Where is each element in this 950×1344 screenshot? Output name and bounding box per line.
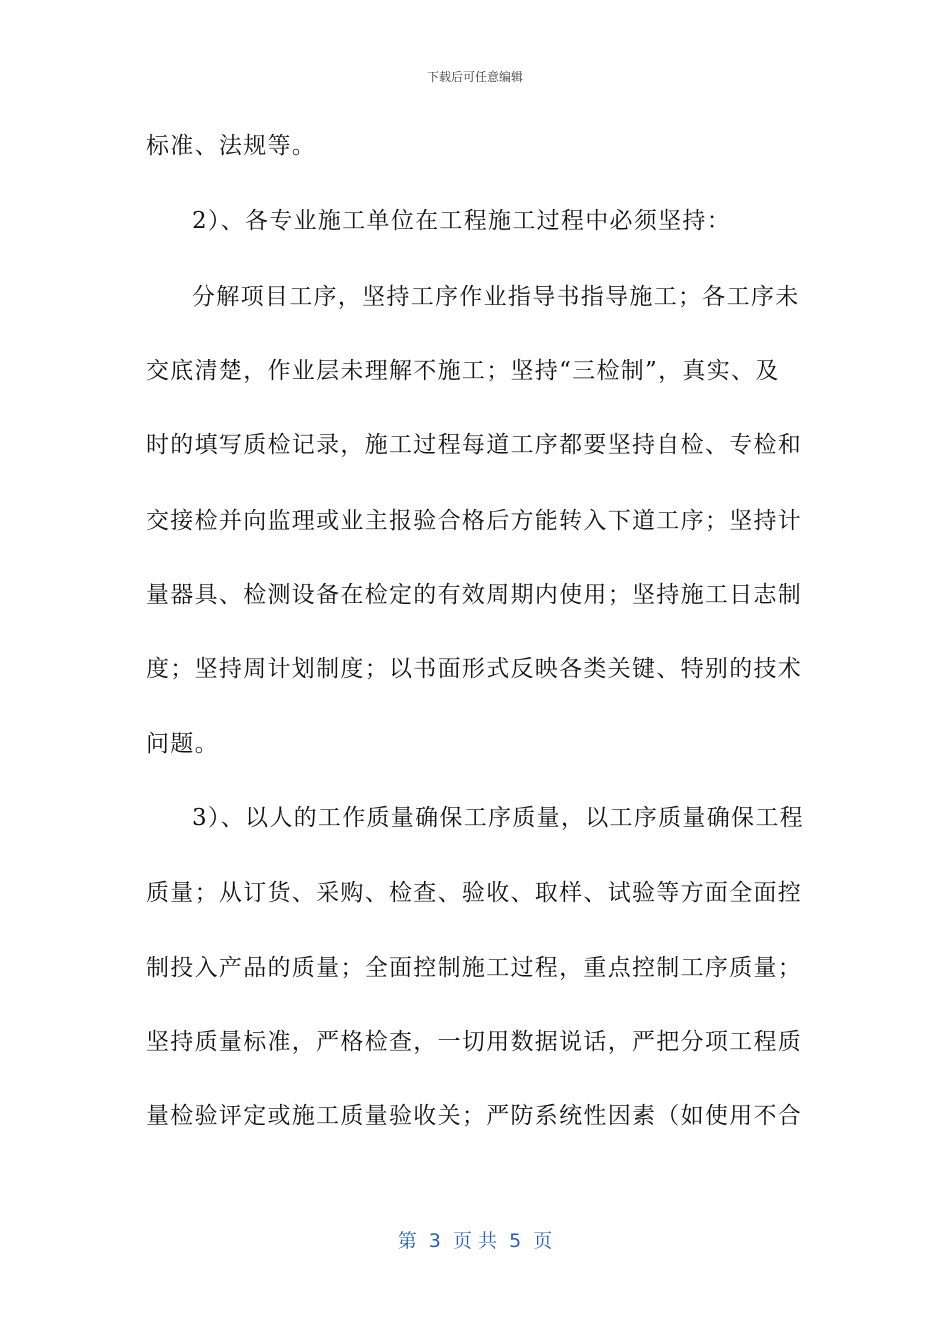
text-line: 度；坚持周计划制度；以书面形式反映各类关键、特别的技术 — [146, 656, 803, 682]
text-line: 量检验评定或施工质量验收关；严防系统性因素（如使用不合 — [146, 1103, 803, 1129]
text-line: 交底清楚，作业层未理解不施工；坚持“三检制”，真实、及 — [146, 358, 780, 384]
text-line: 2）、各专业施工单位在工程施工过程中必须坚持： — [192, 208, 732, 234]
text-line: 分解项目工序，坚持工序作业指导书指导施工；各工序未 — [192, 284, 800, 310]
text-line: 3）、以人的工作质量确保工序质量，以工序质量确保工程 — [192, 805, 804, 831]
page-number-footer: 第 3 页 共 5 页 — [397, 1230, 553, 1252]
text-line: 问题。 — [146, 731, 219, 757]
text-line: 时的填写质检记录，施工过程每道工序都要坚持自检、专检和 — [146, 432, 803, 458]
text-line: 制投入产品的质量；全面控制施工过程，重点控制工序质量； — [146, 955, 803, 981]
text-line: 质量；从订货、采购、检查、验收、取样、试验等方面全面控 — [146, 880, 803, 906]
text-line: 标准、法规等。 — [146, 133, 317, 159]
text-line: 量器具、检测设备在检定的有效周期内使用；坚持施工日志制 — [146, 582, 803, 608]
text-line: 坚持质量标准，严格检查，一切用数据说话，严把分项工程质 — [146, 1029, 803, 1055]
page-header: 下载后可任意编辑 — [426, 70, 523, 84]
text-line: 交接检并向监理或业主报验合格后方能转入下道工序；坚持计 — [146, 508, 803, 534]
